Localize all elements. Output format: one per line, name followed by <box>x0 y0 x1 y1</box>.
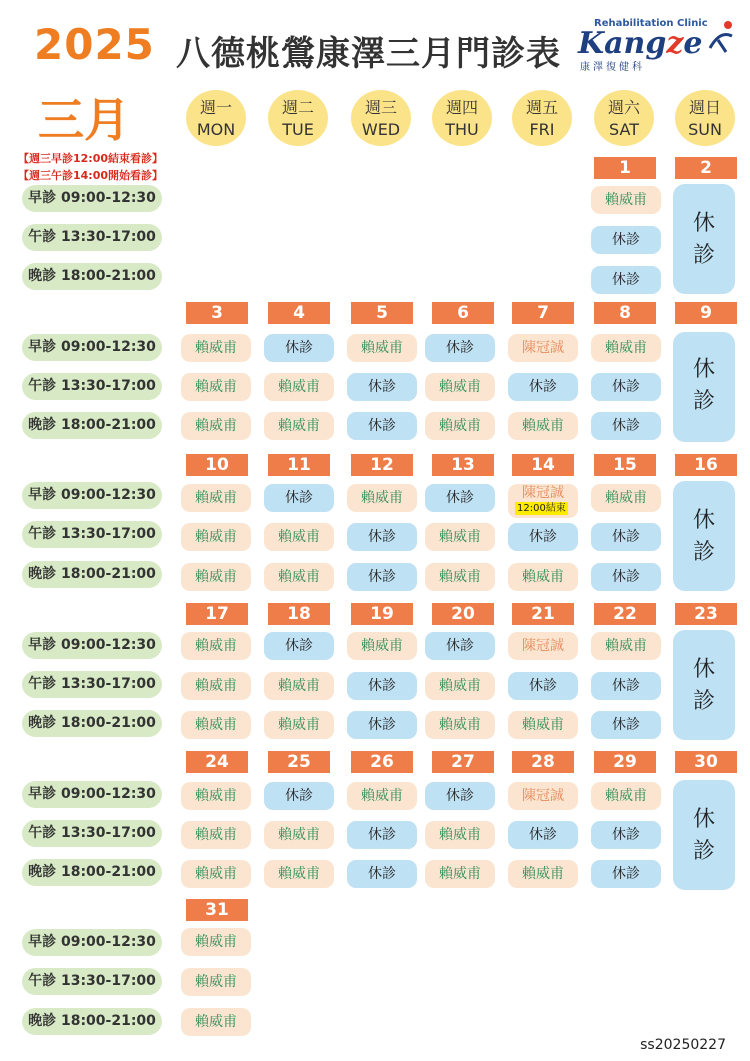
schedule-cell: 賴威甫 <box>181 672 251 700</box>
date-label: 27 <box>432 751 494 773</box>
slot-morning: 早診 09:00-12:30 <box>22 929 162 956</box>
schedule-cell: 賴威甫 <box>181 334 251 362</box>
sunday-closed-block: 休 診 <box>673 184 735 294</box>
slot-afternoon: 午診 13:30-17:00 <box>22 521 162 548</box>
schedule-cell: 休診 <box>264 632 334 660</box>
schedule-cell: 賴威甫 <box>181 821 251 849</box>
schedule-cell: 賴威甫 <box>425 821 495 849</box>
date-label: 12 <box>351 454 413 476</box>
date-label: 2 <box>675 157 737 179</box>
schedule-cell: 賴威甫 <box>347 484 417 512</box>
weekday-sun: 週日 SUN <box>675 90 735 146</box>
schedule-cell: 賴威甫 <box>347 334 417 362</box>
schedule-cell: 休診 <box>591 412 661 440</box>
slot-afternoon: 午診 13:30-17:00 <box>22 671 162 698</box>
schedule-cell: 休診 <box>591 373 661 401</box>
schedule-cell: 休診 <box>591 711 661 739</box>
weekday-fri: 週五 FRI <box>512 90 572 146</box>
schedule-cell: 休診 <box>347 711 417 739</box>
sunday-closed-block: 休 診 <box>673 332 735 442</box>
schedule-cell: 休診 <box>347 523 417 551</box>
date-label: 5 <box>351 302 413 324</box>
note-wed-afternoon: 【週三午診14:00開始看診】 <box>18 169 164 182</box>
slot-evening: 晚診 18:00-21:00 <box>22 1008 162 1035</box>
weekday-sat: 週六 SAT <box>594 90 654 146</box>
schedule-cell: 賴威甫 <box>264 412 334 440</box>
schedule-cell: 賴威甫 <box>591 782 661 810</box>
schedule-cell: 賴威甫 <box>508 412 578 440</box>
slot-afternoon: 午診 13:30-17:00 <box>22 224 162 251</box>
schedule-cell: 休診 <box>347 860 417 888</box>
date-label: 29 <box>594 751 656 773</box>
schedule-cell: 賴威甫 <box>347 782 417 810</box>
schedule-cell: 休診 <box>264 484 334 512</box>
schedule-cell: 賴威甫 <box>591 632 661 660</box>
sunday-closed-block: 休 診 <box>673 780 735 890</box>
date-label: 22 <box>594 603 656 625</box>
schedule-cell: 陳冠誠 <box>508 484 578 518</box>
schedule-cell: 休診 <box>347 373 417 401</box>
schedule-cell: 賴威甫 <box>347 632 417 660</box>
schedule-cell: 賴威甫 <box>425 563 495 591</box>
slot-evening: 晚診 18:00-21:00 <box>22 412 162 439</box>
slot-afternoon: 午診 13:30-17:00 <box>22 968 162 995</box>
schedule-cell: 休診 <box>591 523 661 551</box>
schedule-cell: 休診 <box>347 672 417 700</box>
schedule-cell: 休診 <box>264 334 334 362</box>
schedule-cell: 賴威甫 <box>264 523 334 551</box>
date-label: 15 <box>594 454 656 476</box>
schedule-cell: 休診 <box>591 563 661 591</box>
slot-morning: 早診 09:00-12:30 <box>22 334 162 361</box>
year-heading: 2025 <box>34 20 155 69</box>
schedule-cell: 賴威甫 <box>264 672 334 700</box>
schedule-cell: 賴威甫 <box>508 860 578 888</box>
date-label: 4 <box>268 302 330 324</box>
schedule-cell: 休診 <box>591 860 661 888</box>
weekday-tue: 週二 TUE <box>268 90 328 146</box>
date-label: 17 <box>186 603 248 625</box>
slot-morning: 早診 09:00-12:30 <box>22 482 162 509</box>
date-label: 19 <box>351 603 413 625</box>
date-label: 11 <box>268 454 330 476</box>
date-label: 10 <box>186 454 248 476</box>
schedule-cell: 賴威甫 <box>181 632 251 660</box>
slot-evening: 晚診 18:00-21:00 <box>22 859 162 886</box>
schedule-cell: 休診 <box>591 672 661 700</box>
schedule-cell: 陳冠誠 <box>508 334 578 362</box>
slot-afternoon: 午診 13:30-17:00 <box>22 373 162 400</box>
schedule-cell: 賴威甫 <box>264 373 334 401</box>
sunday-closed-block: 休 診 <box>673 630 735 740</box>
schedule-cell: 賴威甫 <box>181 1008 251 1036</box>
date-label: 18 <box>268 603 330 625</box>
schedule-cell: 休診 <box>425 484 495 512</box>
weekday-thu: 週四 THU <box>432 90 492 146</box>
schedule-cell: 休診 <box>591 226 661 254</box>
slot-evening: 晚診 18:00-21:00 <box>22 263 162 290</box>
schedule-cell: 賴威甫 <box>181 484 251 512</box>
date-label: 8 <box>594 302 656 324</box>
schedule-cell: 休診 <box>264 782 334 810</box>
slot-evening: 晚診 18:00-21:00 <box>22 710 162 737</box>
schedule-cell: 休診 <box>591 821 661 849</box>
schedule-cell: 休診 <box>508 523 578 551</box>
slot-morning: 早診 09:00-12:30 <box>22 632 162 659</box>
schedule-cell: 賴威甫 <box>508 563 578 591</box>
weekday-wed: 週三 WED <box>351 90 411 146</box>
schedule-cell: 賴威甫 <box>181 373 251 401</box>
month-heading: 三月 <box>38 93 130 147</box>
schedule-cell: 休診 <box>347 412 417 440</box>
logo-tagline: Rehabilitation Clinic <box>594 18 708 29</box>
date-label: 13 <box>432 454 494 476</box>
schedule-cell: 賴威甫 <box>425 523 495 551</box>
date-label: 7 <box>512 302 574 324</box>
schedule-cell: 休診 <box>508 373 578 401</box>
slot-afternoon: 午診 13:30-17:00 <box>22 820 162 847</box>
schedule-cell: 賴威甫 <box>425 860 495 888</box>
schedule-cell: 賴威甫 <box>425 412 495 440</box>
schedule-cell: 賴威甫 <box>181 711 251 739</box>
schedule-cell: 賴威甫 <box>181 782 251 810</box>
date-label: 25 <box>268 751 330 773</box>
schedule-cell: 賴威甫 <box>591 484 661 512</box>
runner-icon <box>706 20 736 56</box>
document-code: ss20250227 <box>640 1037 726 1053</box>
date-label: 3 <box>186 302 248 324</box>
schedule-cell: 休診 <box>591 266 661 294</box>
early-close-note: 12:00結束 <box>517 503 566 514</box>
schedule-cell: 休診 <box>425 782 495 810</box>
date-label: 9 <box>675 302 737 324</box>
schedule-cell: 休診 <box>508 672 578 700</box>
schedule-cell: 休診 <box>347 563 417 591</box>
schedule-cell: 賴威甫 <box>264 563 334 591</box>
schedule-cell: 賴威甫 <box>425 711 495 739</box>
date-label: 26 <box>351 751 413 773</box>
date-label: 14 <box>512 454 574 476</box>
schedule-cell: 休診 <box>347 821 417 849</box>
date-label: 24 <box>186 751 248 773</box>
schedule-cell: 賴威甫 <box>181 412 251 440</box>
schedule-cell: 賴威甫 <box>591 334 661 362</box>
weekday-mon: 週一 MON <box>186 90 246 146</box>
schedule-cell: 賴威甫 <box>181 523 251 551</box>
schedule-cell: 賴威甫 <box>181 928 251 956</box>
date-label: 31 <box>186 899 248 921</box>
date-label: 6 <box>432 302 494 324</box>
slot-morning: 早診 09:00-12:30 <box>22 185 162 212</box>
logo-name-cn: 康澤復健科 <box>580 62 645 73</box>
schedule-cell: 休診 <box>508 821 578 849</box>
clinic-logo <box>578 18 738 73</box>
sunday-closed-block: 休 診 <box>673 481 735 591</box>
date-label: 1 <box>594 157 656 179</box>
slot-morning: 早診 09:00-12:30 <box>22 781 162 808</box>
date-label: 23 <box>675 603 737 625</box>
schedule-cell: 賴威甫 <box>508 711 578 739</box>
schedule-cell: 賴威甫 <box>264 860 334 888</box>
page-title: 八德桃鶯康澤三月門診表 <box>176 34 561 74</box>
schedule-cell: 休診 <box>425 632 495 660</box>
schedule-cell: 賴威甫 <box>264 821 334 849</box>
date-label: 28 <box>512 751 574 773</box>
schedule-cell: 賴威甫 <box>425 373 495 401</box>
schedule-cell: 賴威甫 <box>181 968 251 996</box>
date-label: 21 <box>512 603 574 625</box>
schedule-cell: 賴威甫 <box>181 860 251 888</box>
schedule-cell: 賴威甫 <box>264 711 334 739</box>
slot-evening: 晚診 18:00-21:00 <box>22 561 162 588</box>
schedule-cell: 休診 <box>425 334 495 362</box>
schedule-cell: 陳冠誠 <box>508 782 578 810</box>
date-label: 30 <box>675 751 737 773</box>
note-wed-morning: 【週三早診12:00結束看診】 <box>18 152 164 165</box>
logo-wordmark: Kangze <box>578 26 703 61</box>
date-label: 16 <box>675 454 737 476</box>
schedule-cell: 賴威甫 <box>425 672 495 700</box>
schedule-cell: 賴威甫 <box>591 186 661 214</box>
date-label: 20 <box>432 603 494 625</box>
schedule-cell: 賴威甫 <box>181 563 251 591</box>
schedule-cell: 陳冠誠 <box>508 632 578 660</box>
